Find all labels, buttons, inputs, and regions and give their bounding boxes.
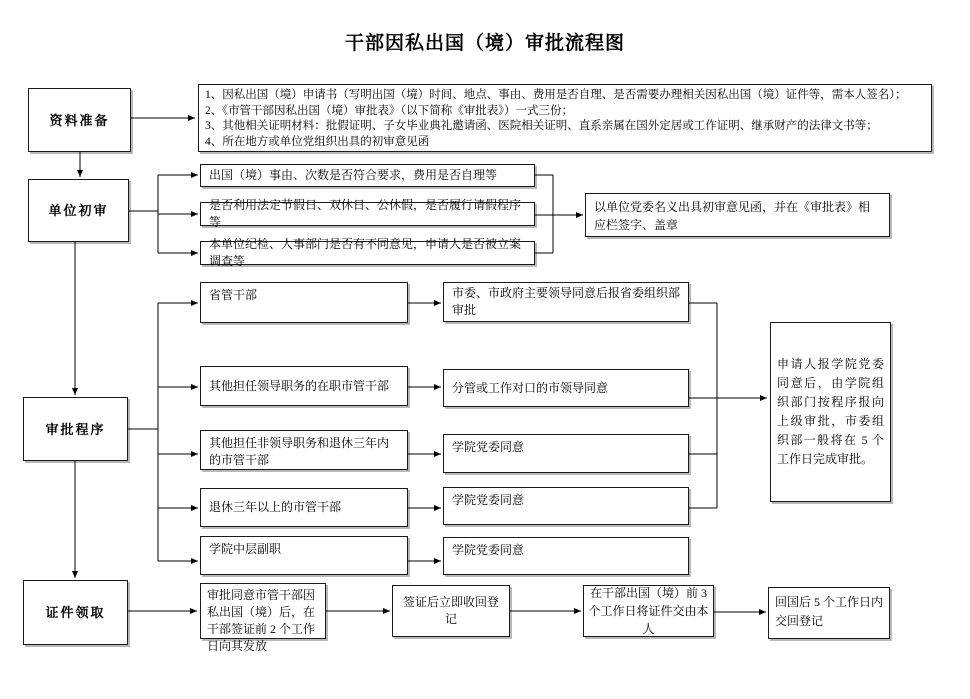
category-province-cadre: 省管干部 — [200, 282, 408, 323]
cert-step-return: 回国后 5 个工作日内交回登记 — [768, 587, 890, 639]
cert-step-handover: 在干部出国（境）前 3 个工作日将证件交由本人 — [583, 585, 714, 637]
review-item-holiday: 是否利用法定节假日、双休日、公休假，是否履行请假程序等 — [200, 202, 535, 226]
approver-city-leader: 分管或工作对口的市领导同意 — [443, 369, 689, 407]
cert-step-issue: 审批同意市管干部因私出国（境）后，在干部签证前 2 个工作日向其发放 — [200, 583, 326, 639]
materials-line-1: 1、因私出国（境）申请书（写明出国（境）时间、地点、事由、费用是否自理、是否需要办理相关因私出国（境）证件等，需本人签名）； — [205, 89, 907, 101]
stage-prepare: 资料准备 — [28, 88, 131, 152]
approver-college-committee-1: 学院党委同意 — [443, 434, 689, 473]
cert-step-collect: 签证后立即收回登记 — [392, 585, 510, 637]
review-item-discipline: 本单位纪检、人事部门是否有不同意见，申请人是否被立案调查等 — [200, 241, 535, 265]
approver-college-committee-2: 学院党委同意 — [443, 487, 689, 525]
stage-unit-review: 单位初审 — [28, 179, 129, 242]
materials-line-3: 3、其他相关证明材料：批假证明、子女毕业典礼邀请函、医院相关证明、直系亲属在国外定居或工作证明、继承财产的法律文书等； — [205, 120, 878, 132]
connector-review-merge — [535, 175, 583, 253]
materials-list-box — [198, 84, 932, 152]
connector-category-approver — [408, 303, 441, 561]
category-retired-over3-cadre: 退休三年以上的市管干部 — [200, 488, 408, 527]
review-result-box: 以单位党委名义出具初审意见函，并在《审批表》相应栏签字、盖章 — [585, 193, 890, 237]
connector-approver-note — [689, 303, 767, 508]
approver-college-committee-3: 学院党委同意 — [443, 537, 689, 575]
category-leading-city-cadre: 其他担任领导职务的在职市管干部 — [200, 366, 408, 406]
page-title: 干部因私出国（境）审批流程图 — [344, 33, 625, 54]
approval-note-box: 申请人报学院党委同意后，由学院组织部门按程序报向上级审批，市委组织部一般将在 5 个工作日完成审批。 — [770, 322, 891, 502]
materials-line-2: 2、《市管干部因私出国（境）审批表》（以下简称《审批表》）一式三份； — [205, 104, 573, 117]
materials-line-4: 4、所在地方或单位党组织出具的初审意见函 — [205, 135, 430, 148]
category-nonleading-retired3-cadre: 其他担任非领导职务和退休三年内的市管干部 — [200, 430, 408, 470]
stage-certificate: 证件领取 — [23, 580, 128, 645]
stage-approval: 审批程序 — [23, 397, 128, 461]
connector-approval-branch — [128, 303, 198, 561]
review-item-reason: 出国（境）事由、次数是否符合要求，费用是否自理等 — [200, 164, 535, 187]
approver-province-org-dept: 市委、市政府主要领导同意后报省委组织部审批 — [443, 282, 689, 322]
connector-unitreview-branch — [129, 175, 198, 253]
category-college-mid-deputy: 学院中层副职 — [200, 536, 408, 575]
